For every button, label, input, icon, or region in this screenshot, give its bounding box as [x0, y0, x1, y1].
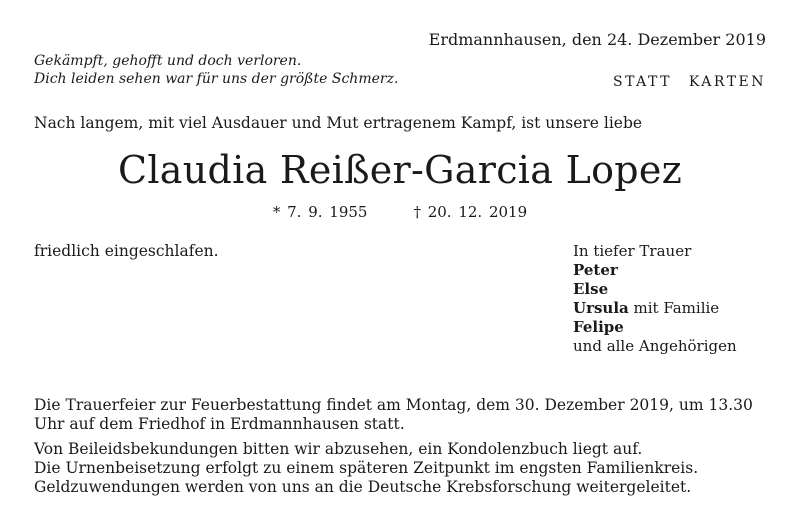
place-date: Erdmannhausen, den 24. Dezember 2019 [428, 30, 766, 49]
mourner-name: Else [573, 280, 609, 298]
birth-date: * 7. 9. 1955 [272, 203, 368, 221]
motto-line: Dich leiden sehen war für uns der größte Schmerz. [34, 71, 399, 87]
motto [34, 52, 398, 88]
motto-line: Gekämpft, gehofft und doch verloren. [34, 53, 302, 69]
intro-text: Nach langem, mit viel Ausdauer und Mut ertragenem Kampf, ist unsere liebe [34, 114, 643, 132]
death-date: † 20. 12. 2019 [413, 203, 528, 221]
mourner-name: Felipe [573, 318, 624, 336]
text-line: Die Urnenbeisetzung erfolgt zu einem späteren Zeitpunkt im engsten Familienkreis. [34, 459, 699, 477]
info-paragraph [34, 440, 698, 497]
mourners-others: und alle Angehörigen [573, 337, 737, 355]
mourner-name: Ursula [573, 299, 629, 317]
statt-karten: STATT KARTEN [613, 74, 766, 90]
text-line: Uhr auf dem Friedhof in Erdmannhausen statt. [34, 415, 405, 433]
mourner-suffix: mit Familie [628, 299, 720, 317]
life-dates [0, 203, 800, 221]
mourners-block [573, 242, 737, 356]
funeral-paragraph [34, 396, 753, 434]
text-line: Geldzuwendungen werden von uns an die Deutsche Krebsforschung weitergeleitet. [34, 478, 692, 496]
passed-text: friedlich eingeschlafen. [34, 242, 219, 260]
text-line: Die Trauerfeier zur Feuerbestattung findet am Montag, dem 30. Dezember 2019, um 13.30 [34, 396, 753, 414]
mourner-name: Peter [573, 261, 618, 279]
mourner-row [573, 299, 737, 318]
mourners-heading: In tiefer Trauer [573, 242, 692, 260]
text-line: Von Beileidsbekundungen bitten wir abzusehen, ein Kondolenzbuch liegt auf. [34, 440, 643, 458]
deceased-name: Claudia Reißer-Garcia Lopez [117, 148, 683, 192]
